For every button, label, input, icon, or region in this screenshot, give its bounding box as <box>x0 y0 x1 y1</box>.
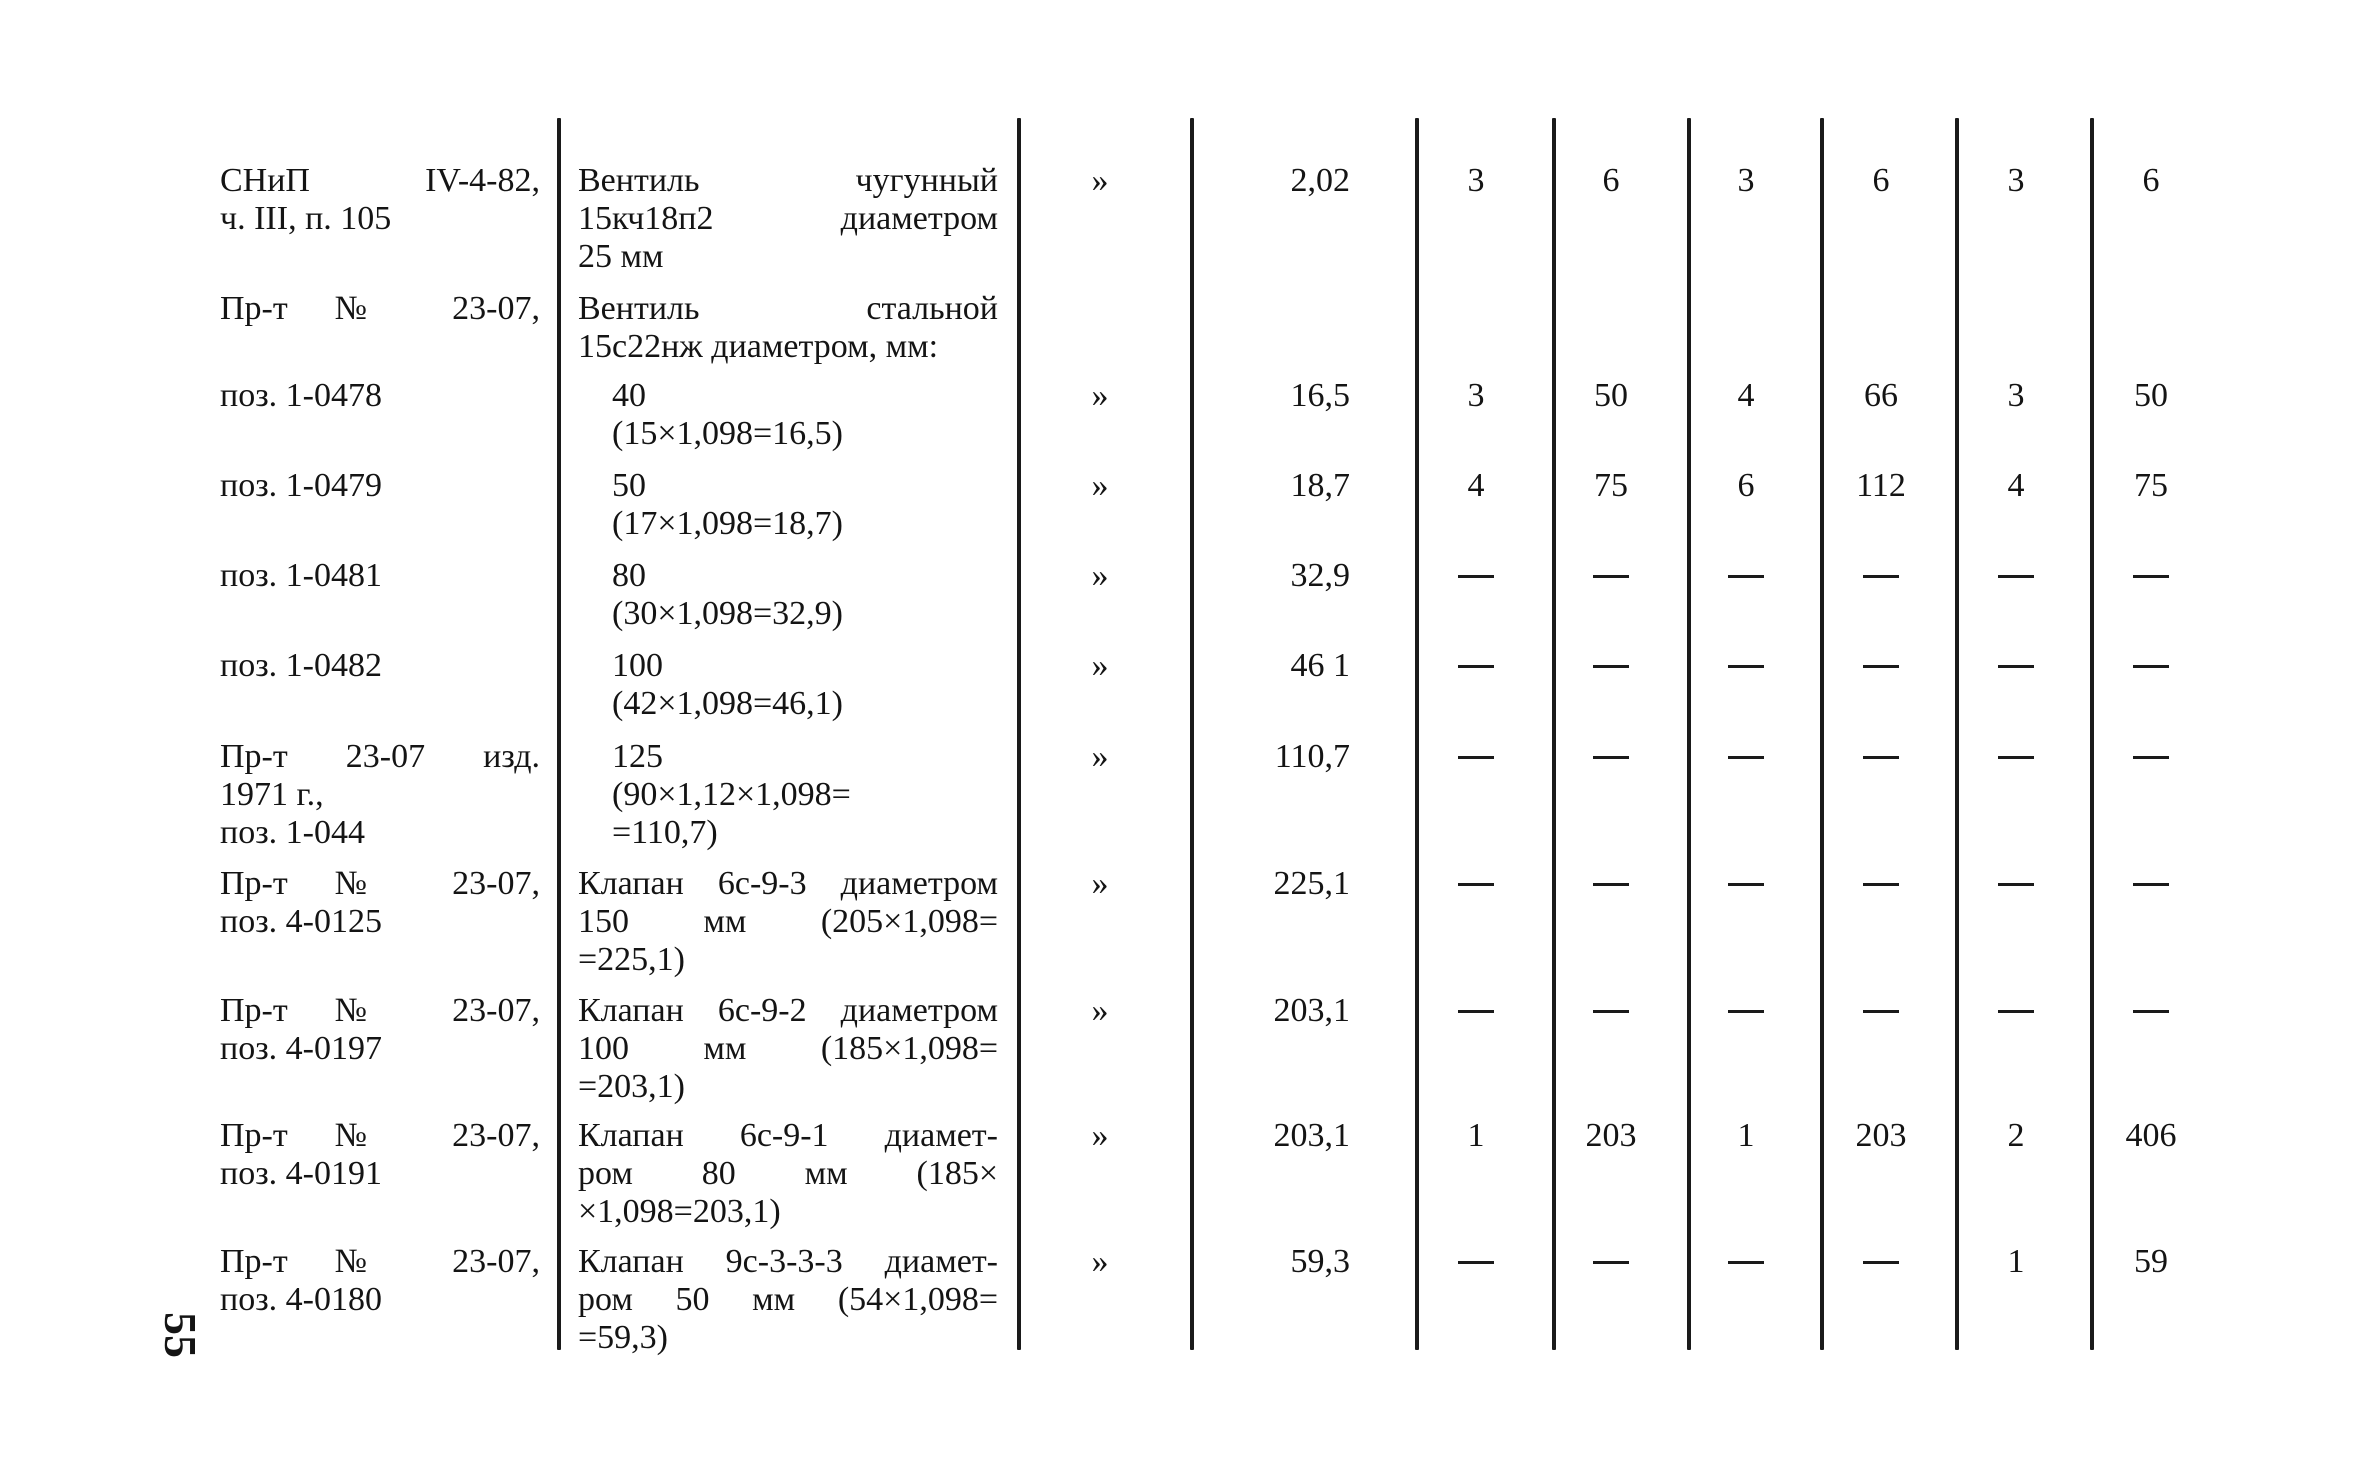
value-cell: 3 <box>2007 377 2025 414</box>
description-line: Клапан 6с-9-2 диаметром <box>578 992 998 1029</box>
source-reference <box>220 992 540 1068</box>
description-line: =59,3) <box>578 1319 668 1356</box>
value-cell <box>1421 1243 1531 1281</box>
dash-mark <box>1998 1010 2034 1013</box>
value-cell <box>1691 647 1801 685</box>
description-line: =110,7) <box>612 814 718 851</box>
column-rule <box>1552 118 1556 1350</box>
dash-mark <box>1998 756 2034 759</box>
value-cell: 6 <box>1602 162 1620 199</box>
description-line: Вентиль чугунный <box>578 162 998 199</box>
dash-mark <box>1593 1261 1629 1264</box>
unit-price: 16,5 <box>1290 377 1350 414</box>
value-cell <box>1826 738 1936 776</box>
item-description <box>578 1117 998 1231</box>
dash-mark <box>1458 665 1494 668</box>
column-rule <box>1955 118 1959 1350</box>
dash-mark <box>1728 575 1764 578</box>
unit-price: 18,7 <box>1290 467 1350 504</box>
description-line: =203,1) <box>578 1068 685 1105</box>
dash-mark <box>2133 665 2169 668</box>
dash-mark <box>1593 665 1629 668</box>
value-cell: 75 <box>2134 467 2168 504</box>
value-cell <box>1691 738 1801 776</box>
value-cell <box>1826 992 1936 1030</box>
value-cell <box>1556 647 1666 685</box>
description-line: (42×1,098=46,1) <box>612 685 843 722</box>
unit-price: 110,7 <box>1274 738 1350 775</box>
value-cell <box>1556 738 1666 776</box>
dash-mark <box>1458 1010 1494 1013</box>
value-cell: 6 <box>1872 162 1890 199</box>
source-reference <box>220 1117 540 1193</box>
source-reference <box>220 557 540 595</box>
value-cell: 3 <box>1467 377 1485 414</box>
item-description <box>578 162 998 276</box>
unit-price: 59,3 <box>1290 1243 1350 1280</box>
value-cell: 3 <box>1737 162 1755 199</box>
source-line: поз. 1-0478 <box>220 377 382 414</box>
value-cell: 4 <box>1737 377 1755 414</box>
source-line: Пр-т № 23-07, <box>220 1117 540 1154</box>
source-reference <box>220 162 540 238</box>
description-line: 25 мм <box>578 238 664 275</box>
value-cell <box>1556 992 1666 1030</box>
description-line: 15с22нж диаметром, мм: <box>578 328 939 365</box>
value-cell: 2 <box>2007 1117 2025 1154</box>
value-cell <box>1826 557 1936 595</box>
dash-mark <box>1998 665 2034 668</box>
source-line: поз. 1-0479 <box>220 467 382 504</box>
description-line: (17×1,098=18,7) <box>612 505 843 542</box>
unit-mark: » <box>1091 647 1109 684</box>
source-reference <box>220 290 540 328</box>
value-cell <box>1421 992 1531 1030</box>
unit-mark: » <box>1091 992 1109 1029</box>
value-cell: 66 <box>1864 377 1898 414</box>
unit-price: 203,1 <box>1273 1117 1350 1154</box>
value-cell <box>2096 738 2206 776</box>
value-cell <box>1826 647 1936 685</box>
source-reference <box>220 1243 540 1319</box>
item-description <box>578 992 998 1106</box>
dash-mark <box>1728 1010 1764 1013</box>
description-line: Клапан 9с-3-3-3 диамет- <box>578 1243 998 1280</box>
value-cell <box>1421 557 1531 595</box>
value-cell <box>1421 738 1531 776</box>
value-cell <box>1961 992 2071 1030</box>
dash-mark <box>1728 665 1764 668</box>
unit-mark: » <box>1091 1243 1109 1280</box>
item-description <box>578 738 998 852</box>
value-cell <box>1421 865 1531 903</box>
source-line: поз. 4-0125 <box>220 903 382 940</box>
dash-mark <box>2133 1010 2169 1013</box>
dash-mark <box>1863 575 1899 578</box>
value-cell: 203 <box>1855 1117 1907 1154</box>
description-line: =225,1) <box>578 941 685 978</box>
value-cell: 1 <box>1467 1117 1485 1154</box>
description-line: 50 <box>612 467 646 504</box>
dash-mark <box>2133 883 2169 886</box>
column-rule <box>1687 118 1691 1350</box>
dash-mark <box>1863 665 1899 668</box>
source-reference <box>220 865 540 941</box>
value-cell <box>1556 865 1666 903</box>
dash-mark <box>1728 1261 1764 1264</box>
item-description <box>578 290 998 366</box>
dash-mark <box>1998 575 2034 578</box>
dash-mark <box>1728 883 1764 886</box>
description-line: Клапан 6с-9-1 диамет- <box>578 1117 998 1154</box>
unit-mark: » <box>1091 865 1109 902</box>
value-cell <box>1961 557 2071 595</box>
value-cell <box>1556 557 1666 595</box>
source-line: поз. 4-0197 <box>220 1030 382 1067</box>
dash-mark <box>1728 756 1764 759</box>
description-line: 100 мм (185×1,098= <box>578 1030 998 1067</box>
source-line: СНиП IV-4-82, <box>220 162 540 199</box>
unit-price: 32,9 <box>1290 557 1350 594</box>
unit-price: 46 1 <box>1290 647 1350 684</box>
value-cell: 4 <box>2007 467 2025 504</box>
unit-mark: » <box>1091 738 1109 775</box>
item-description <box>578 647 998 723</box>
unit-price: 225,1 <box>1273 865 1350 902</box>
source-line: поз. 1-0482 <box>220 647 382 684</box>
source-reference <box>220 647 540 685</box>
description-line: 80 <box>612 557 646 594</box>
dash-mark <box>1593 575 1629 578</box>
item-description <box>578 557 998 633</box>
value-cell <box>2096 647 2206 685</box>
dash-mark <box>1863 1010 1899 1013</box>
value-cell <box>1961 865 2071 903</box>
value-cell: 203 <box>1585 1117 1637 1154</box>
value-cell: 59 <box>2134 1243 2168 1280</box>
source-line: поз. 1-0481 <box>220 557 382 594</box>
value-cell <box>1961 738 2071 776</box>
value-cell <box>2096 865 2206 903</box>
item-description <box>578 1243 998 1357</box>
dash-mark <box>1593 1010 1629 1013</box>
value-cell: 6 <box>2142 162 2160 199</box>
unit-mark: » <box>1091 467 1109 504</box>
item-description <box>578 377 998 453</box>
description-line: ром 50 мм (54×1,098= <box>578 1281 998 1318</box>
column-rule <box>2090 118 2094 1350</box>
value-cell: 1 <box>2007 1243 2025 1280</box>
value-cell <box>1961 647 2071 685</box>
dash-mark <box>1863 756 1899 759</box>
description-line: ром 80 мм (185× <box>578 1155 998 1192</box>
dash-mark <box>1458 1261 1494 1264</box>
dash-mark <box>2133 756 2169 759</box>
unit-mark: » <box>1091 377 1109 414</box>
dash-mark <box>1593 756 1629 759</box>
value-cell <box>2096 992 2206 1030</box>
description-line: 40 <box>612 377 646 414</box>
value-cell: 406 <box>2125 1117 2177 1154</box>
unit-mark: » <box>1091 162 1109 199</box>
column-rule <box>1190 118 1194 1350</box>
description-line: ×1,098=203,1) <box>578 1193 781 1230</box>
source-line: поз. 4-0191 <box>220 1155 382 1192</box>
dash-mark <box>1863 883 1899 886</box>
value-cell <box>1691 557 1801 595</box>
description-line: (15×1,098=16,5) <box>612 415 843 452</box>
dash-mark <box>1593 883 1629 886</box>
source-line: Пр-т № 23-07, <box>220 1243 540 1280</box>
source-line: поз. 1-044 <box>220 814 365 851</box>
dash-mark <box>2133 575 2169 578</box>
value-cell: 4 <box>1467 467 1485 504</box>
description-line: 15кч18п2 диаметром <box>578 200 998 237</box>
value-cell <box>1826 1243 1936 1281</box>
description-line: Вентиль стальной <box>578 290 998 327</box>
value-cell: 75 <box>1594 467 1628 504</box>
column-rule <box>1820 118 1824 1350</box>
value-cell: 6 <box>1737 467 1755 504</box>
value-cell: 3 <box>2007 162 2025 199</box>
unit-mark: » <box>1091 557 1109 594</box>
dash-mark <box>1458 883 1494 886</box>
column-rule <box>557 118 561 1350</box>
source-line: поз. 4-0180 <box>220 1281 382 1318</box>
unit-price: 2,02 <box>1290 162 1350 199</box>
item-description <box>578 865 998 979</box>
source-reference <box>220 738 540 852</box>
value-cell: 1 <box>1737 1117 1755 1154</box>
column-rule <box>1415 118 1419 1350</box>
description-line: 100 <box>612 647 663 684</box>
description-line: 150 мм (205×1,098= <box>578 903 998 940</box>
item-description <box>578 467 998 543</box>
description-line: Клапан 6с-9-3 диаметром <box>578 865 998 902</box>
dash-mark <box>1458 756 1494 759</box>
value-cell <box>1556 1243 1666 1281</box>
dash-mark <box>1863 1261 1899 1264</box>
source-line: Пр-т № 23-07, <box>220 992 540 1029</box>
description-line: (30×1,098=32,9) <box>612 595 843 632</box>
source-line: 1971 г., <box>220 776 324 813</box>
source-line: Пр-т № 23-07, <box>220 290 540 327</box>
description-line: 125 <box>612 738 663 775</box>
value-cell <box>1691 1243 1801 1281</box>
value-cell <box>1691 992 1801 1030</box>
dash-mark <box>1998 883 2034 886</box>
value-cell: 112 <box>1856 467 1906 504</box>
dash-mark <box>1458 575 1494 578</box>
description-line: (90×1,12×1,098= <box>612 776 851 813</box>
value-cell: 50 <box>1594 377 1628 414</box>
value-cell <box>1421 647 1531 685</box>
value-cell: 3 <box>1467 162 1485 199</box>
value-cell <box>2096 557 2206 595</box>
source-line: Пр-т 23-07 изд. <box>220 738 540 775</box>
value-cell <box>1826 865 1936 903</box>
source-reference <box>220 377 540 415</box>
unit-mark: » <box>1091 1117 1109 1154</box>
source-line: ч. III, п. 105 <box>220 200 392 237</box>
source-reference <box>220 467 540 505</box>
value-cell: 50 <box>2134 377 2168 414</box>
page-number: 55 <box>155 1312 206 1358</box>
column-rule <box>1017 118 1021 1350</box>
source-line: Пр-т № 23-07, <box>220 865 540 902</box>
value-cell <box>1691 865 1801 903</box>
unit-price: 203,1 <box>1273 992 1350 1029</box>
